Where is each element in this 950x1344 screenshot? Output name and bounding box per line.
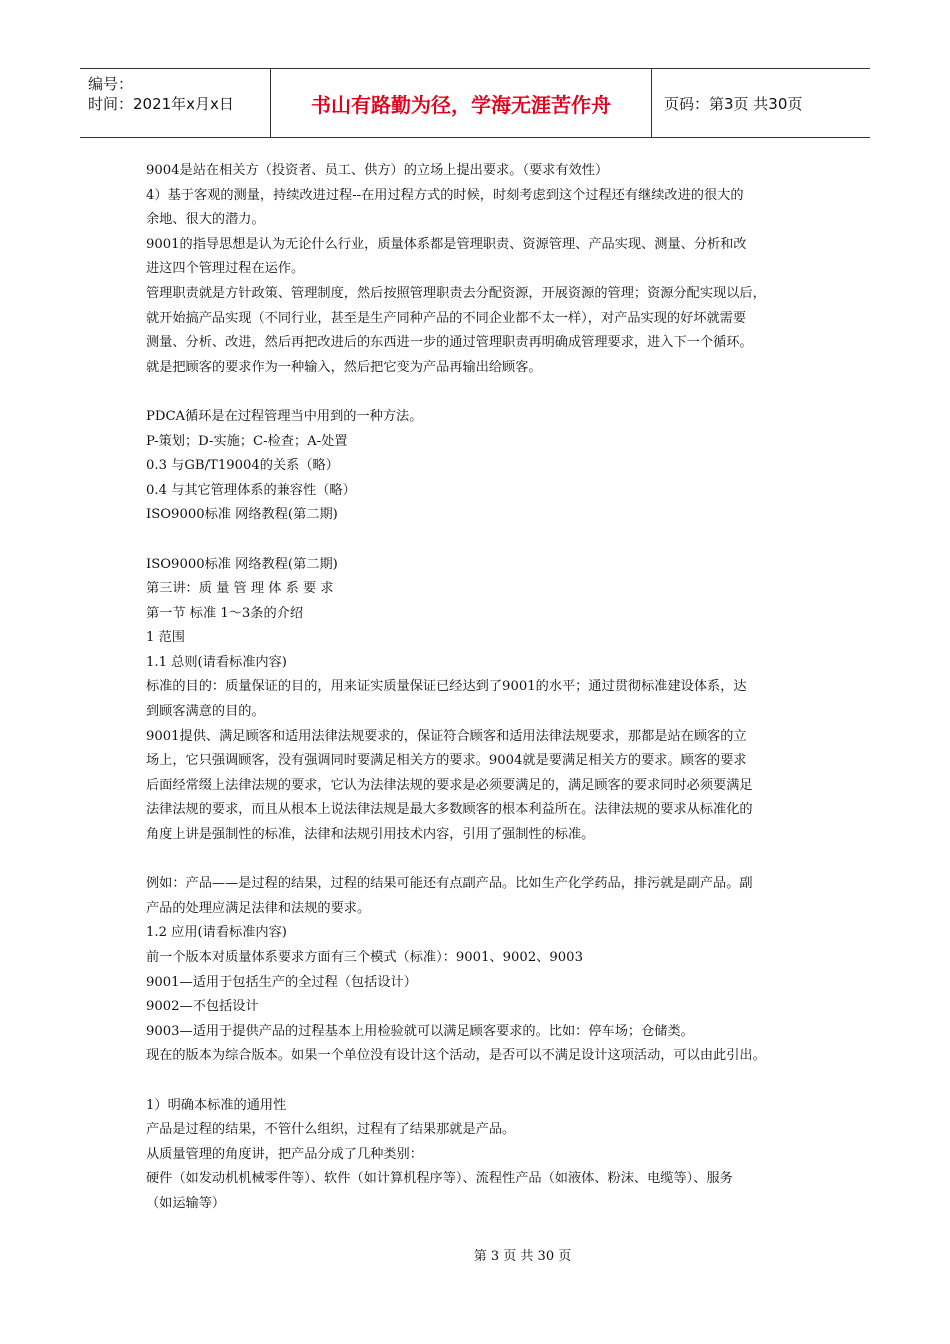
text-line: 角度上讲是强制性的标准，法律和法规引用技术内容，引用了强制性的标准。 [146,827,595,843]
text-line: 到顾客满意的目的。 [146,704,265,720]
text-line: 测量、分析、改进，然后再把改进后的东西进一步的通过管理职责再明确成管理要求，进入下一个循环。 [146,335,753,351]
text-line: 9001—适用于包括生产的全过程（包括设计） [146,974,417,990]
text-line: 0.3 与GB/T19004的关系（略） [146,458,339,474]
text-line: 现在的版本为综合版本。如果一个单位没有设计这个活动，是否可以不满足设计这项活动，可以由此引出。 [146,1048,766,1064]
text-line: 9004是站在相关方（投资者、员工、供方）的立场上提出要求。（要求有效性） [146,163,609,178]
text-line: （如运输等） [146,1195,226,1211]
text-line: 1）明确本标准的通用性 [146,1097,287,1113]
text-line: 标准的目的：质量保证的目的，用来证实质量保证已经达到了9001的水平；通过贯彻标准建设体系，达 [146,679,747,695]
text-line: 产品是过程的结果，不管什么组织，过程有了结果那就是产品。 [146,1122,516,1138]
text-line: 4）基于客观的测量，持续改进过程--在用过程方式的时候，时刻考虑到这个过程还有继续改进的很大的 [146,187,744,203]
text-line [146,848,816,873]
text-line: 场上，它只强调顾客，没有强调同时要满足相关方的要求。9004就是要满足相关方的要求。顾客的要求 [146,753,747,769]
text-line: ISO9000标准 网络教程(第二期) [146,507,338,523]
text-line: 前一个版本对质量体系要求方面有三个模式（标准）：9001、9002、9003 [146,950,583,965]
text-line: 0.4 与其它管理体系的兼容性（略） [146,482,356,498]
text-line: P-策划；D-实施；C-检查；A-处置 [146,433,348,449]
text-line [146,528,816,553]
document-number: 编号： [88,75,134,93]
document-body [146,159,816,1217]
text-line: 余地、很大的潜力。 [146,212,265,228]
text-line: 产品的处理应满足法律和法规的要求。 [146,900,371,916]
text-line: 就开始搞产品实现（不同行业，甚至是生产同种产品的不同企业都不太一样），对产品实现的好坏就需要 [146,310,747,326]
page-header [80,68,870,138]
text-line: 后面经常缀上法律法规的要求，它认为法律法规的要求是必须要满足的，满足顾客的要求同时必须要满足 [146,777,753,793]
text-line: 9001提供、满足顾客和适用法律法规要求的，保证符合顾客和适用法律法规要求，那都是站在顾客的立 [146,728,747,744]
header-meta-cell [80,69,271,137]
text-line: 9003—适用于提供产品的过程基本上用检验就可以满足顾客要求的。比如：停车场；仓储类。 [146,1023,694,1039]
text-line: 1.2 应用(请看标准内容) [146,925,287,941]
text-line: 第三讲：质 量 管 理 体 系 要 求 [146,581,334,597]
text-line: 从质量管理的角度讲，把产品分成了几种类别： [146,1146,423,1162]
text-line: 进这四个管理过程在运作。 [146,261,305,277]
text-line: 9001的指导思想是认为无论什么行业，质量体系都是管理职责、资源管理、产品实现、测量、分析和改 [146,236,747,252]
text-line: 管理职责就是方针政策、管理制度，然后按照管理职责去分配资源，开展资源的管理；资源分配实现以后， [146,285,766,301]
page-footer: 第 3 页 共 30 页 [473,1249,572,1264]
header-page-info: 页码：第3页 共30页 [664,94,803,113]
text-line: 1 范围 [146,630,185,646]
header-motto: 书山有路勤为径，学海无涯苦作舟 [271,69,652,137]
text-line: 9002—不包括设计 [146,999,259,1015]
text-line: 硬件（如发动机机械零件等）、软件（如计算机程序等）、流程性产品（如液体、粉沫、电缆等）、服务 [146,1171,733,1187]
text-line [146,380,816,405]
text-line: 法律法规的要求，而且从根本上说法律法规是最大多数顾客的根本利益所在。法律法规的要求从标准化的 [146,802,753,818]
text-line: 1.1 总则(请看标准内容) [146,654,287,670]
text-line: 例如：产品——是过程的结果，过程的结果可能还有点副产品。比如生产化学药品，排污就是副产品。副 [146,876,753,892]
document-date: 时间：2021年x月x日 [88,95,234,113]
text-line: ISO9000标准 网络教程(第二期) [146,556,338,572]
text-line: 就是把顾客的要求作为一种输入，然后把它变为产品再输出给顾客。 [146,359,542,375]
text-line [146,1069,816,1094]
text-line: PDCA循环是在过程管理当中用到的一种方法。 [146,408,423,424]
text-line: 第一节 标准 1～3条的介绍 [146,605,304,621]
